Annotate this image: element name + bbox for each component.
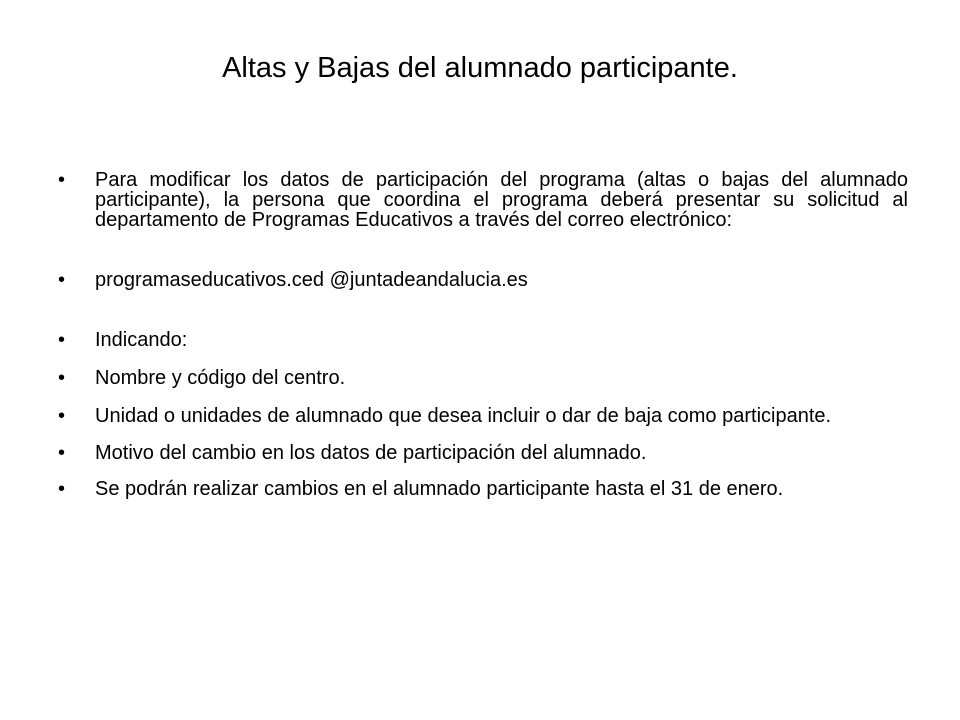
bullet-text: Unidad o unidades de alumnado que desea incluir o dar de baja como participante. xyxy=(95,405,832,427)
bullet-item xyxy=(58,368,908,388)
bullet-marker: • xyxy=(58,478,66,500)
bullet-item xyxy=(58,270,908,290)
bullet-text: Indicando: xyxy=(95,329,188,351)
bullet-item xyxy=(58,479,908,499)
bullet-marker: • xyxy=(58,169,66,191)
bullet-list xyxy=(58,170,908,499)
bullet-item xyxy=(58,443,908,463)
bullet-marker: • xyxy=(58,329,66,351)
bullet-marker: • xyxy=(58,405,66,427)
slide-title: Altas y Bajas del alumnado participante. xyxy=(222,52,738,84)
bullet-text: Motivo del cambio en los datos de participación del alumnado. xyxy=(95,442,647,464)
bullet-marker: • xyxy=(58,269,66,291)
bullet-item xyxy=(58,330,908,350)
bullet-marker: • xyxy=(58,442,66,464)
bullet-text: Para modificar los datos de participación del programa (altas o bajas del alumnado participante), la persona que coordina el programa deberá presentar su solicitud al departamento de Programas Educativos a través del correo electrónico: xyxy=(95,169,908,231)
bullet-text: Nombre y código del centro. xyxy=(95,367,346,389)
bullet-item xyxy=(58,170,908,230)
bullet-marker: • xyxy=(58,367,66,389)
bullet-item xyxy=(58,406,908,426)
bullet-text: Se podrán realizar cambios en el alumnado participante hasta el 31 de enero. xyxy=(95,478,784,500)
email-address: programaseducativos.ced @juntadeandalucia.es xyxy=(95,269,528,291)
